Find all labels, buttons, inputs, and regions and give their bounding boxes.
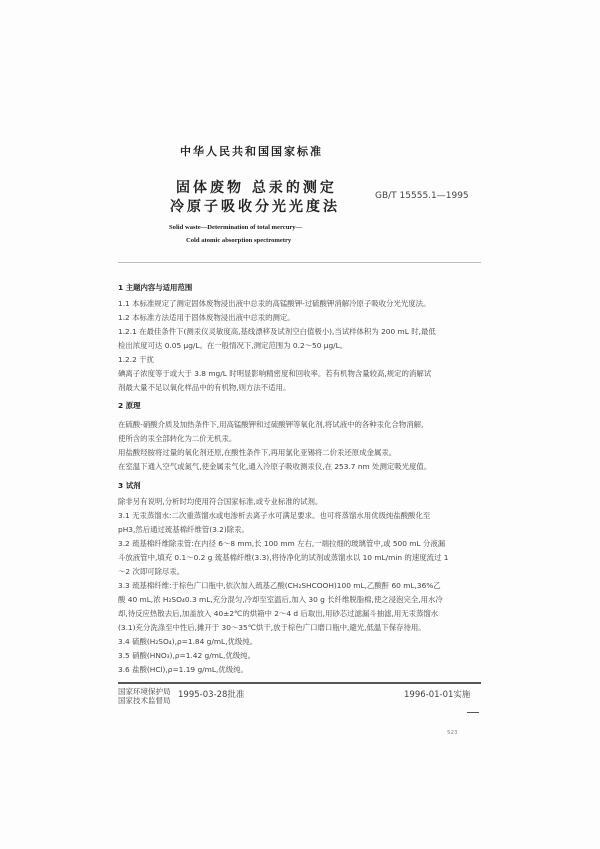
title-line-1: 固体废物 总汞的测定 [176, 180, 337, 196]
text-line: 碘离子浓度等于或大于 3.8 mg/L 时明显影响精密度和回收率。若有机物含量较高,规定的消解试 [118, 369, 432, 378]
issuer-1: 国家环境保护局 [118, 687, 171, 696]
text-line: 斗放液管中,填充 0.1～0.2 g 巯基棉纤维(3.3),将待净化的试剂或蒸馏水以 10 mL/min 的速度流过 1 [118, 553, 449, 562]
text-line: 在硫酸-硝酸介质及加热条件下,用高锰酸钾和过硫酸钾等氧化剂,将试液中的各种汞化合物消解, [118, 420, 424, 429]
section-heading: 3 试剂 [118, 481, 141, 490]
text-line: 酸 40 mL,浓 H₂SO₄0.3 mL,充分混匀,冷却至室温后,加入 30 g 长纤维脱脂棉,使之浸泡完全,用水冷 [118, 595, 443, 604]
text-line: 3.6 盐酸(HCl),ρ=1.19 g/mL,优级纯。 [118, 665, 248, 674]
text-line: 1.2.1 在最佳条件下(测汞仪灵敏度高,基线漂移及试剂空白值极小),当试样体积为 200 mL 时,最低 [118, 327, 436, 336]
text-line: 3.2 巯基棉纤维除汞管:在内径 6～8 mm,长 100 mm 左右,一端拉细的玻璃管中,或 500 mL 分液漏 [118, 539, 446, 548]
standard-code: GB/T 15555.1—1995 [375, 191, 469, 201]
text-line: 3.5 硝酸(HNO₃),ρ=1.42 g/mL,优级纯。 [118, 651, 255, 660]
text-line: 除非另有说明,分析时均使用符合国家标准,或专业标准的试剂。 [118, 497, 323, 506]
margin-mark [467, 712, 479, 713]
text-line: 3.3 巯基棉纤维:于棕色广口瓶中,依次加入巯基乙酸(CH₂SHCOOH)100 mL,乙酸酐 60 mL,36%乙 [118, 581, 441, 590]
english-title-2: Cold atomic absorption spectrometry [186, 237, 292, 244]
issuer-2: 国家技术监督局 [118, 696, 171, 705]
text-line: ～2 次即可除尽汞。 [118, 567, 185, 576]
page-number: 523 [447, 730, 458, 736]
text-line: 3.1 无汞蒸馏水:二次重蒸馏水或电渗析去离子水可满足要求。也可将蒸馏水用优级纯盐酸酸化至 [118, 511, 431, 520]
text-line: 1.2.2 干扰 [118, 355, 154, 364]
text-line: 3.4 硫酸(H₂SO₄),ρ=1.84 g/mL,优级纯。 [118, 637, 258, 646]
text-line: 1.1 本标准规定了测定固体废物浸出液中总汞的高锰酸钾-过硫酸钾消解冷原子吸收分光光度法。 [118, 299, 431, 308]
section-heading: 2 原理 [118, 401, 141, 410]
footer-divider [118, 682, 481, 684]
text-line: pH3,然后通过巯基棉纤维管(3.2)除汞。 [118, 525, 249, 534]
text-line: 在室温下通入空气或氮气,使金属汞气化,通入冷原子吸收测汞仪,在 253.7 nm 处测定吸光度值。 [118, 462, 432, 471]
section-heading: 1 主题内容与适用范围 [118, 283, 193, 292]
text-line: 1.2 本标准方法适用于固体废物浸出液中总汞的测定。 [118, 313, 295, 322]
text-line: 用盐酸羟胺将过量的氧化剂还原,在酸性条件下,再用氯化亚锡将二价汞还原成金属汞。 [118, 448, 397, 457]
effective-date: 1996-01-01实施 [404, 690, 471, 700]
approval-date: 1995-03-28批准 [178, 690, 245, 700]
top-divider [118, 262, 481, 263]
text-line: 却,待反应热散去后,加盖放入 40±2℃的烘箱中 2～4 d 后取出,用砂芯过滤漏斗抽滤,用无汞蒸馏水 [118, 609, 439, 618]
issuing-org-heading: 中华人民共和国国家标准 [180, 145, 323, 158]
text-line: 剂最大量不足以氧化样品中的有机物,则方法不适用。 [118, 383, 291, 392]
text-line: (3.1)充分洗涤至中性后,摊开于 30～35℃烘干,放于棕色广口磨口瓶中,避光,低温下保存待用。 [118, 623, 426, 632]
text-line: 检出浓度可达 0.05 μg/L。在一般情况下,测定范围为 0.2～50 μg/L。 [118, 341, 348, 350]
english-title-1: Solid waste—Determination of total mercury— [169, 224, 303, 231]
text-line: 使所含的汞全部转化为二价无机汞。 [118, 434, 237, 443]
title-line-2: 冷原子吸收分光光度法 [170, 199, 340, 215]
